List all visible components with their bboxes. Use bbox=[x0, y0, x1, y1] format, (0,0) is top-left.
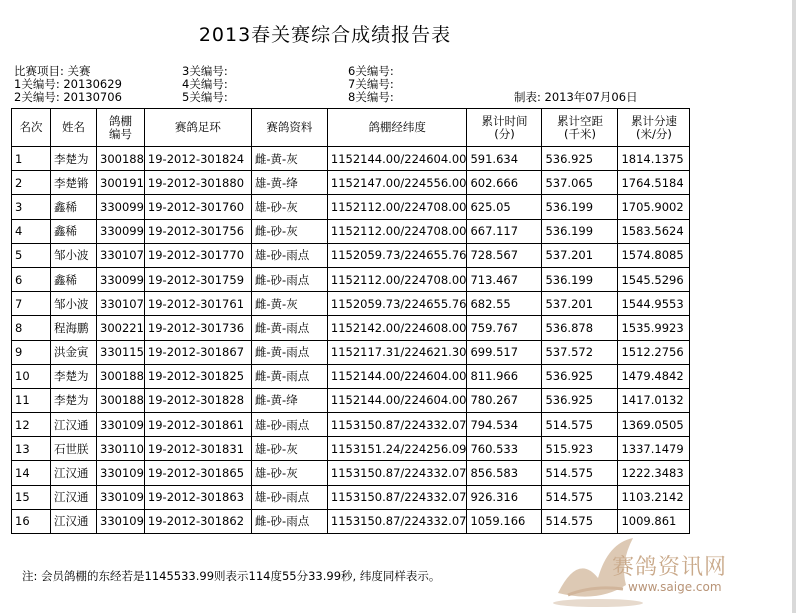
table-cell: 536.925 bbox=[542, 147, 618, 171]
table-row bbox=[12, 195, 690, 219]
table-cell: 1512.2756 bbox=[618, 340, 690, 364]
table-cell: 682.55 bbox=[467, 292, 542, 316]
table-cell: 537.201 bbox=[542, 292, 618, 316]
table-cell: 1705.9002 bbox=[618, 195, 690, 219]
table-cell: 1153150.87/224332.07 bbox=[327, 485, 467, 509]
table-cell: 515.923 bbox=[542, 437, 618, 461]
column-header-line2: (千米) bbox=[563, 126, 596, 141]
table-row bbox=[12, 461, 690, 485]
table-row bbox=[12, 388, 690, 412]
table-cell: 19-2012-301863 bbox=[144, 485, 251, 509]
table-cell: 536.199 bbox=[542, 195, 618, 219]
window-edge bbox=[792, 0, 796, 613]
table-cell: 雌-黄-绛 bbox=[251, 388, 327, 412]
column-header-line1: 赛鸽资料 bbox=[266, 120, 313, 134]
table-cell: 1479.4842 bbox=[618, 364, 690, 388]
table-row bbox=[12, 437, 690, 461]
column-header bbox=[144, 109, 251, 147]
table-cell: 713.467 bbox=[467, 267, 542, 291]
made-date: 制表: 2013年07月06日 bbox=[514, 90, 638, 104]
table-row bbox=[12, 243, 690, 267]
column-header-line1: 累计时间 bbox=[481, 113, 528, 128]
table-cell: 1152059.73/224655.76 bbox=[327, 292, 467, 316]
table-cell: 雄-砂-雨点 bbox=[251, 485, 327, 509]
table-cell: 雌-砂-雨点 bbox=[251, 509, 327, 533]
stage4-number: 4关编号: bbox=[182, 77, 228, 91]
table-cell: 江汉通 bbox=[51, 485, 97, 509]
table-cell: 330109 bbox=[97, 413, 145, 437]
table-cell: 514.575 bbox=[542, 509, 618, 533]
table-cell: 12 bbox=[12, 413, 51, 437]
table-cell: 14 bbox=[12, 461, 51, 485]
table-cell: 1583.5624 bbox=[618, 219, 690, 243]
table-cell: 7 bbox=[12, 292, 51, 316]
table-cell: 19-2012-301862 bbox=[144, 509, 251, 533]
table-cell: 330109 bbox=[97, 461, 145, 485]
table-cell: 6 bbox=[12, 267, 51, 291]
table-cell: 1153150.87/224332.07 bbox=[327, 461, 467, 485]
results-table bbox=[11, 108, 690, 534]
table-cell: 5 bbox=[12, 243, 51, 267]
table-cell: 514.575 bbox=[542, 413, 618, 437]
table-cell: 19-2012-301831 bbox=[144, 437, 251, 461]
table-header-row bbox=[12, 109, 690, 147]
table-cell: 536.925 bbox=[542, 388, 618, 412]
table-cell: 330107 bbox=[97, 243, 145, 267]
column-header bbox=[327, 109, 467, 147]
table-cell: 1535.9923 bbox=[618, 316, 690, 340]
table-cell: 625.05 bbox=[467, 195, 542, 219]
column-header bbox=[12, 109, 51, 147]
table-cell: 536.925 bbox=[542, 364, 618, 388]
table-cell: 1009.861 bbox=[618, 509, 690, 533]
table-cell: 李楚为 bbox=[51, 147, 97, 171]
table-row bbox=[12, 364, 690, 388]
table-cell: 1152144.00/224604.00 bbox=[327, 364, 467, 388]
table-cell: 雄-砂-灰 bbox=[251, 195, 327, 219]
table-cell: 1059.166 bbox=[467, 509, 542, 533]
table-cell: 330110 bbox=[97, 437, 145, 461]
table-cell: 1153150.87/224332.07 bbox=[327, 413, 467, 437]
table-cell: 雌-黄-雨点 bbox=[251, 340, 327, 364]
watermark-text: 赛鸽资讯网 bbox=[612, 555, 728, 580]
table-cell: 19-2012-301824 bbox=[144, 147, 251, 171]
table-cell: 330099 bbox=[97, 219, 145, 243]
table-row bbox=[12, 292, 690, 316]
table-cell: 780.267 bbox=[467, 388, 542, 412]
table-cell: 300188 bbox=[97, 364, 145, 388]
table-cell: 728.567 bbox=[467, 243, 542, 267]
stage6-number: 6关编号: bbox=[348, 64, 394, 78]
table-cell: 1153151.24/224256.09 bbox=[327, 437, 467, 461]
table-cell: 300191 bbox=[97, 171, 145, 195]
table-cell: 1152144.00/224604.00 bbox=[327, 388, 467, 412]
table-cell: 鑫稀 bbox=[51, 219, 97, 243]
table-cell: 19-2012-301825 bbox=[144, 364, 251, 388]
table-cell: 雌-砂-雨点 bbox=[251, 267, 327, 291]
table-cell: 19-2012-301867 bbox=[144, 340, 251, 364]
table-row bbox=[12, 316, 690, 340]
table-cell: 1764.5184 bbox=[618, 171, 690, 195]
table-cell: 514.575 bbox=[542, 461, 618, 485]
table-cell: 536.199 bbox=[542, 267, 618, 291]
stage3-number: 3关编号: bbox=[182, 64, 228, 78]
table-cell: 雌-黄-雨点 bbox=[251, 364, 327, 388]
table-cell: 330109 bbox=[97, 485, 145, 509]
table-cell: 537.065 bbox=[542, 171, 618, 195]
table-row bbox=[12, 147, 690, 171]
table-cell: 537.572 bbox=[542, 340, 618, 364]
table-cell: 雌-砂-灰 bbox=[251, 219, 327, 243]
table-cell: 雌-黄-灰 bbox=[251, 147, 327, 171]
table-cell: 330109 bbox=[97, 509, 145, 533]
table-cell: 667.117 bbox=[467, 219, 542, 243]
table-cell: 1152142.00/224608.00 bbox=[327, 316, 467, 340]
table-cell: 雄-黄-绛 bbox=[251, 171, 327, 195]
column-header-line2: (米/分) bbox=[636, 126, 672, 141]
table-cell: 1152112.00/224708.00 bbox=[327, 267, 467, 291]
column-header bbox=[467, 109, 542, 147]
table-cell: 1152147.00/224556.00 bbox=[327, 171, 467, 195]
table-cell: 330107 bbox=[97, 292, 145, 316]
table-cell: 19-2012-301756 bbox=[144, 219, 251, 243]
table-cell: 1152112.00/224708.00 bbox=[327, 219, 467, 243]
table-cell: 4 bbox=[12, 219, 51, 243]
table-cell: 邹小波 bbox=[51, 292, 97, 316]
table-cell: 石世朕 bbox=[51, 437, 97, 461]
table-cell: 514.575 bbox=[542, 485, 618, 509]
column-header-line1: 鸽棚经纬度 bbox=[368, 120, 426, 134]
column-header bbox=[251, 109, 327, 147]
table-cell: 鑫稀 bbox=[51, 267, 97, 291]
table-cell: 9 bbox=[12, 340, 51, 364]
table-cell: 300188 bbox=[97, 388, 145, 412]
table-cell: 雄-砂-灰 bbox=[251, 461, 327, 485]
table-cell: 300221 bbox=[97, 316, 145, 340]
table-cell: 1 bbox=[12, 147, 51, 171]
table-cell: 699.517 bbox=[467, 340, 542, 364]
table-row bbox=[12, 219, 690, 243]
table-cell: 856.583 bbox=[467, 461, 542, 485]
table-row bbox=[12, 340, 690, 364]
table-cell: 1369.0505 bbox=[618, 413, 690, 437]
table-row bbox=[12, 267, 690, 291]
table-cell: 330115 bbox=[97, 340, 145, 364]
table-cell: 16 bbox=[12, 509, 51, 533]
table-cell: 江汉通 bbox=[51, 461, 97, 485]
table-cell: 759.767 bbox=[467, 316, 542, 340]
table-cell: 602.666 bbox=[467, 171, 542, 195]
table-cell: 邹小波 bbox=[51, 243, 97, 267]
table-cell: 19-2012-301770 bbox=[144, 243, 251, 267]
table-cell: 江汉通 bbox=[51, 509, 97, 533]
table-cell: 15 bbox=[12, 485, 51, 509]
table-cell: 1574.8085 bbox=[618, 243, 690, 267]
table-cell: 591.634 bbox=[467, 147, 542, 171]
column-header bbox=[51, 109, 97, 147]
table-cell: 300188 bbox=[97, 147, 145, 171]
race-project: 比赛项目: 关赛 bbox=[14, 64, 91, 78]
table-cell: 1417.0132 bbox=[618, 388, 690, 412]
column-header-line1: 赛鸽足环 bbox=[174, 120, 221, 134]
table-cell: 1152144.00/224604.00 bbox=[327, 147, 467, 171]
table-cell: 537.201 bbox=[542, 243, 618, 267]
table-cell: 雌-黄-灰 bbox=[251, 292, 327, 316]
stage5-number: 5关编号: bbox=[182, 90, 228, 104]
table-cell: 536.878 bbox=[542, 316, 618, 340]
table-cell: 李楚为 bbox=[51, 388, 97, 412]
table-cell: 洪金寅 bbox=[51, 340, 97, 364]
stage7-number: 7关编号: bbox=[348, 77, 394, 91]
stage2-number: 2关编号: 20130706 bbox=[14, 90, 122, 104]
table-cell: 330099 bbox=[97, 195, 145, 219]
column-header-line1: 累计空距 bbox=[556, 113, 603, 128]
stage1-number: 1关编号: 20130629 bbox=[14, 77, 122, 91]
table-cell: 程海鹏 bbox=[51, 316, 97, 340]
column-header-line1: 累计分速 bbox=[630, 113, 677, 128]
stage8-number: 8关编号: bbox=[348, 90, 394, 104]
table-cell: 794.534 bbox=[467, 413, 542, 437]
table-cell: 2 bbox=[12, 171, 51, 195]
table-cell: 1103.2142 bbox=[618, 485, 690, 509]
table-cell: 19-2012-301865 bbox=[144, 461, 251, 485]
table-cell: 雄-砂-雨点 bbox=[251, 243, 327, 267]
report-title: 2013春关赛综合成绩报告表 bbox=[198, 24, 452, 46]
table-cell: 760.533 bbox=[467, 437, 542, 461]
table-cell: 3 bbox=[12, 195, 51, 219]
table-cell: 1152112.00/224708.00 bbox=[327, 195, 467, 219]
table-row bbox=[12, 413, 690, 437]
table-cell: 1337.1479 bbox=[618, 437, 690, 461]
table-cell: 鑫稀 bbox=[51, 195, 97, 219]
table-cell: 926.316 bbox=[467, 485, 542, 509]
table-cell: 1814.1375 bbox=[618, 147, 690, 171]
column-header bbox=[542, 109, 618, 147]
column-header-line1: 姓名 bbox=[62, 120, 85, 134]
table-row bbox=[12, 171, 690, 195]
table-cell: 江汉通 bbox=[51, 413, 97, 437]
table-cell: 1152059.73/224655.76 bbox=[327, 243, 467, 267]
table-cell: 11 bbox=[12, 388, 51, 412]
table-cell: 19-2012-301760 bbox=[144, 195, 251, 219]
table-cell: 10 bbox=[12, 364, 51, 388]
column-header-line2: (分) bbox=[494, 126, 515, 141]
table-cell: 19-2012-301828 bbox=[144, 388, 251, 412]
table-cell: 1544.9553 bbox=[618, 292, 690, 316]
table-cell: 雄-砂-灰 bbox=[251, 437, 327, 461]
column-header bbox=[97, 109, 145, 147]
table-cell: 330099 bbox=[97, 267, 145, 291]
table-cell: 19-2012-301761 bbox=[144, 292, 251, 316]
table-cell: 1153150.87/224332.07 bbox=[327, 509, 467, 533]
watermark-url: www.saige.com bbox=[628, 580, 722, 594]
table-cell: 19-2012-301736 bbox=[144, 316, 251, 340]
table-cell: 811.966 bbox=[467, 364, 542, 388]
table-cell: 19-2012-301861 bbox=[144, 413, 251, 437]
footnote: 注: 会员鸽棚的东经若是1145533.99则表示114度55分33.99秒, 纬度同样表示。 bbox=[22, 569, 441, 583]
table-cell: 536.199 bbox=[542, 219, 618, 243]
column-header-line1: 名次 bbox=[19, 120, 43, 134]
table-cell: 1152117.31/224621.30 bbox=[327, 340, 467, 364]
column-header-line2: 编号 bbox=[108, 126, 132, 141]
table-cell: 13 bbox=[12, 437, 51, 461]
column-header bbox=[618, 109, 690, 147]
table-cell: 19-2012-301759 bbox=[144, 267, 251, 291]
column-header-line1: 鸽棚 bbox=[108, 113, 132, 128]
table-cell: 李楚锵 bbox=[51, 171, 97, 195]
table-cell: 8 bbox=[12, 316, 51, 340]
table-cell: 1222.3483 bbox=[618, 461, 690, 485]
table-cell: 1545.5296 bbox=[618, 267, 690, 291]
table-cell: 李楚为 bbox=[51, 364, 97, 388]
table-cell: 19-2012-301880 bbox=[144, 171, 251, 195]
table-cell: 雌-黄-雨点 bbox=[251, 316, 327, 340]
table-row bbox=[12, 485, 690, 509]
table-cell: 雄-砂-雨点 bbox=[251, 413, 327, 437]
